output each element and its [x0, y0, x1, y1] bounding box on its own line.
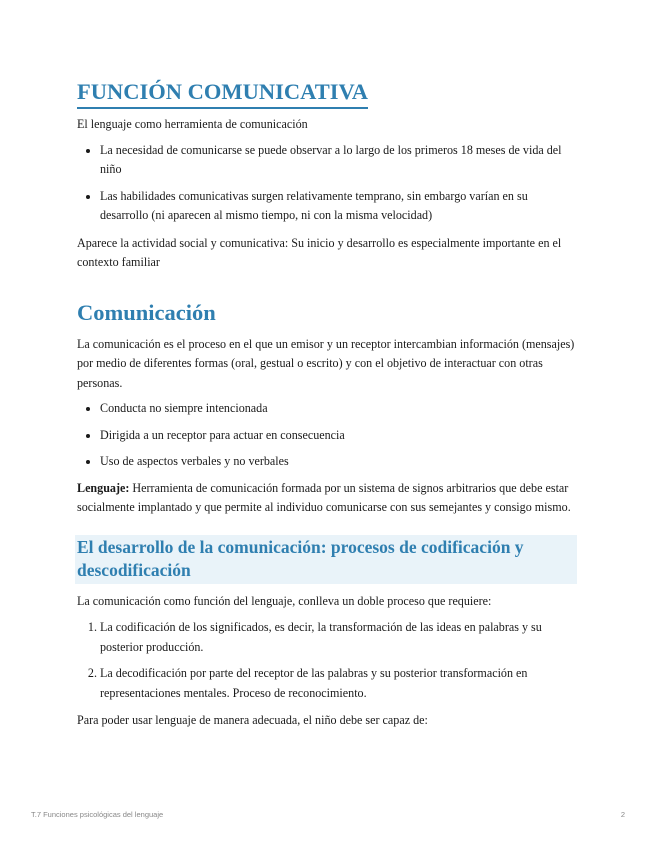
- list-item: • Conducta no siempre intencionada: [100, 399, 577, 419]
- lenguaje-definition: [77, 479, 577, 518]
- section-title-comunicacion: Comunicación: [77, 299, 216, 325]
- section3-closing: Para poder usar lenguaje de manera adecuada, el niño debe ser capaz de:: [77, 713, 428, 727]
- list-item: 2. La decodificación por parte del receptor de las palabras y su posterior transformación en representaciones mentales. Proceso de reconocimiento.: [100, 664, 577, 703]
- footer-page-number: 2: [620, 810, 625, 819]
- list-item: • La necesidad de comunicarse se puede observar a lo largo de los primeros 18 meses de vida del niño: [100, 141, 577, 180]
- list-item: • Las habilidades comunicativas surgen relativamente temprano, sin embargo varían en su desarrollo (ni aparecen al mismo tiempo, ni con la misma velocidad): [100, 187, 577, 226]
- section-title-desarrollo-comunicacion: El desarrollo de la comunicación: procesos de codificación y descodificación: [75, 535, 577, 584]
- section1-bullet-list: [77, 141, 577, 226]
- section2-bullet-list: [77, 399, 577, 472]
- definition-term: Lenguaje:: [77, 480, 130, 495]
- section-title-funcion-comunicativa: FUNCIÓN COMUNICATIVA: [77, 78, 368, 109]
- page-content: [77, 78, 577, 731]
- footer-document-title: T.7 Funciones psicológicas del lenguaje: [31, 810, 164, 819]
- section3-intro: La comunicación como función del lenguaje, conlleva un doble proceso que requiere:: [77, 593, 492, 608]
- list-item: • Dirigida a un receptor para actuar en consecuencia: [100, 426, 577, 446]
- section1-closing: Aparece la actividad social y comunicativa: Su inicio y desarrollo es especialmente importante en el contexto familiar: [77, 235, 562, 269]
- section1-intro: El lenguaje como herramienta de comunicación: [77, 117, 308, 131]
- section2-intro: La comunicación es el proceso en el que un emisor y un receptor intercambian información (mensajes) por medio de diferentes formas (oral, gestual o escrito) y con el objetivo de interactuar con otras personas.: [77, 336, 575, 390]
- list-item: 1. La codificación de los significados, es decir, la transformación de las ideas en palabras y su posterior producción.: [100, 618, 577, 657]
- definition-text: Herramienta de comunicación formada por un sistema de signos arbitrarios que debe estar socialmente implantado y que permite al individuo comunicarse con sus semejantes y consigo mismo.: [77, 480, 571, 514]
- list-item: • Uso de aspectos verbales y no verbales: [100, 452, 577, 472]
- section3-numbered-list: [77, 618, 577, 703]
